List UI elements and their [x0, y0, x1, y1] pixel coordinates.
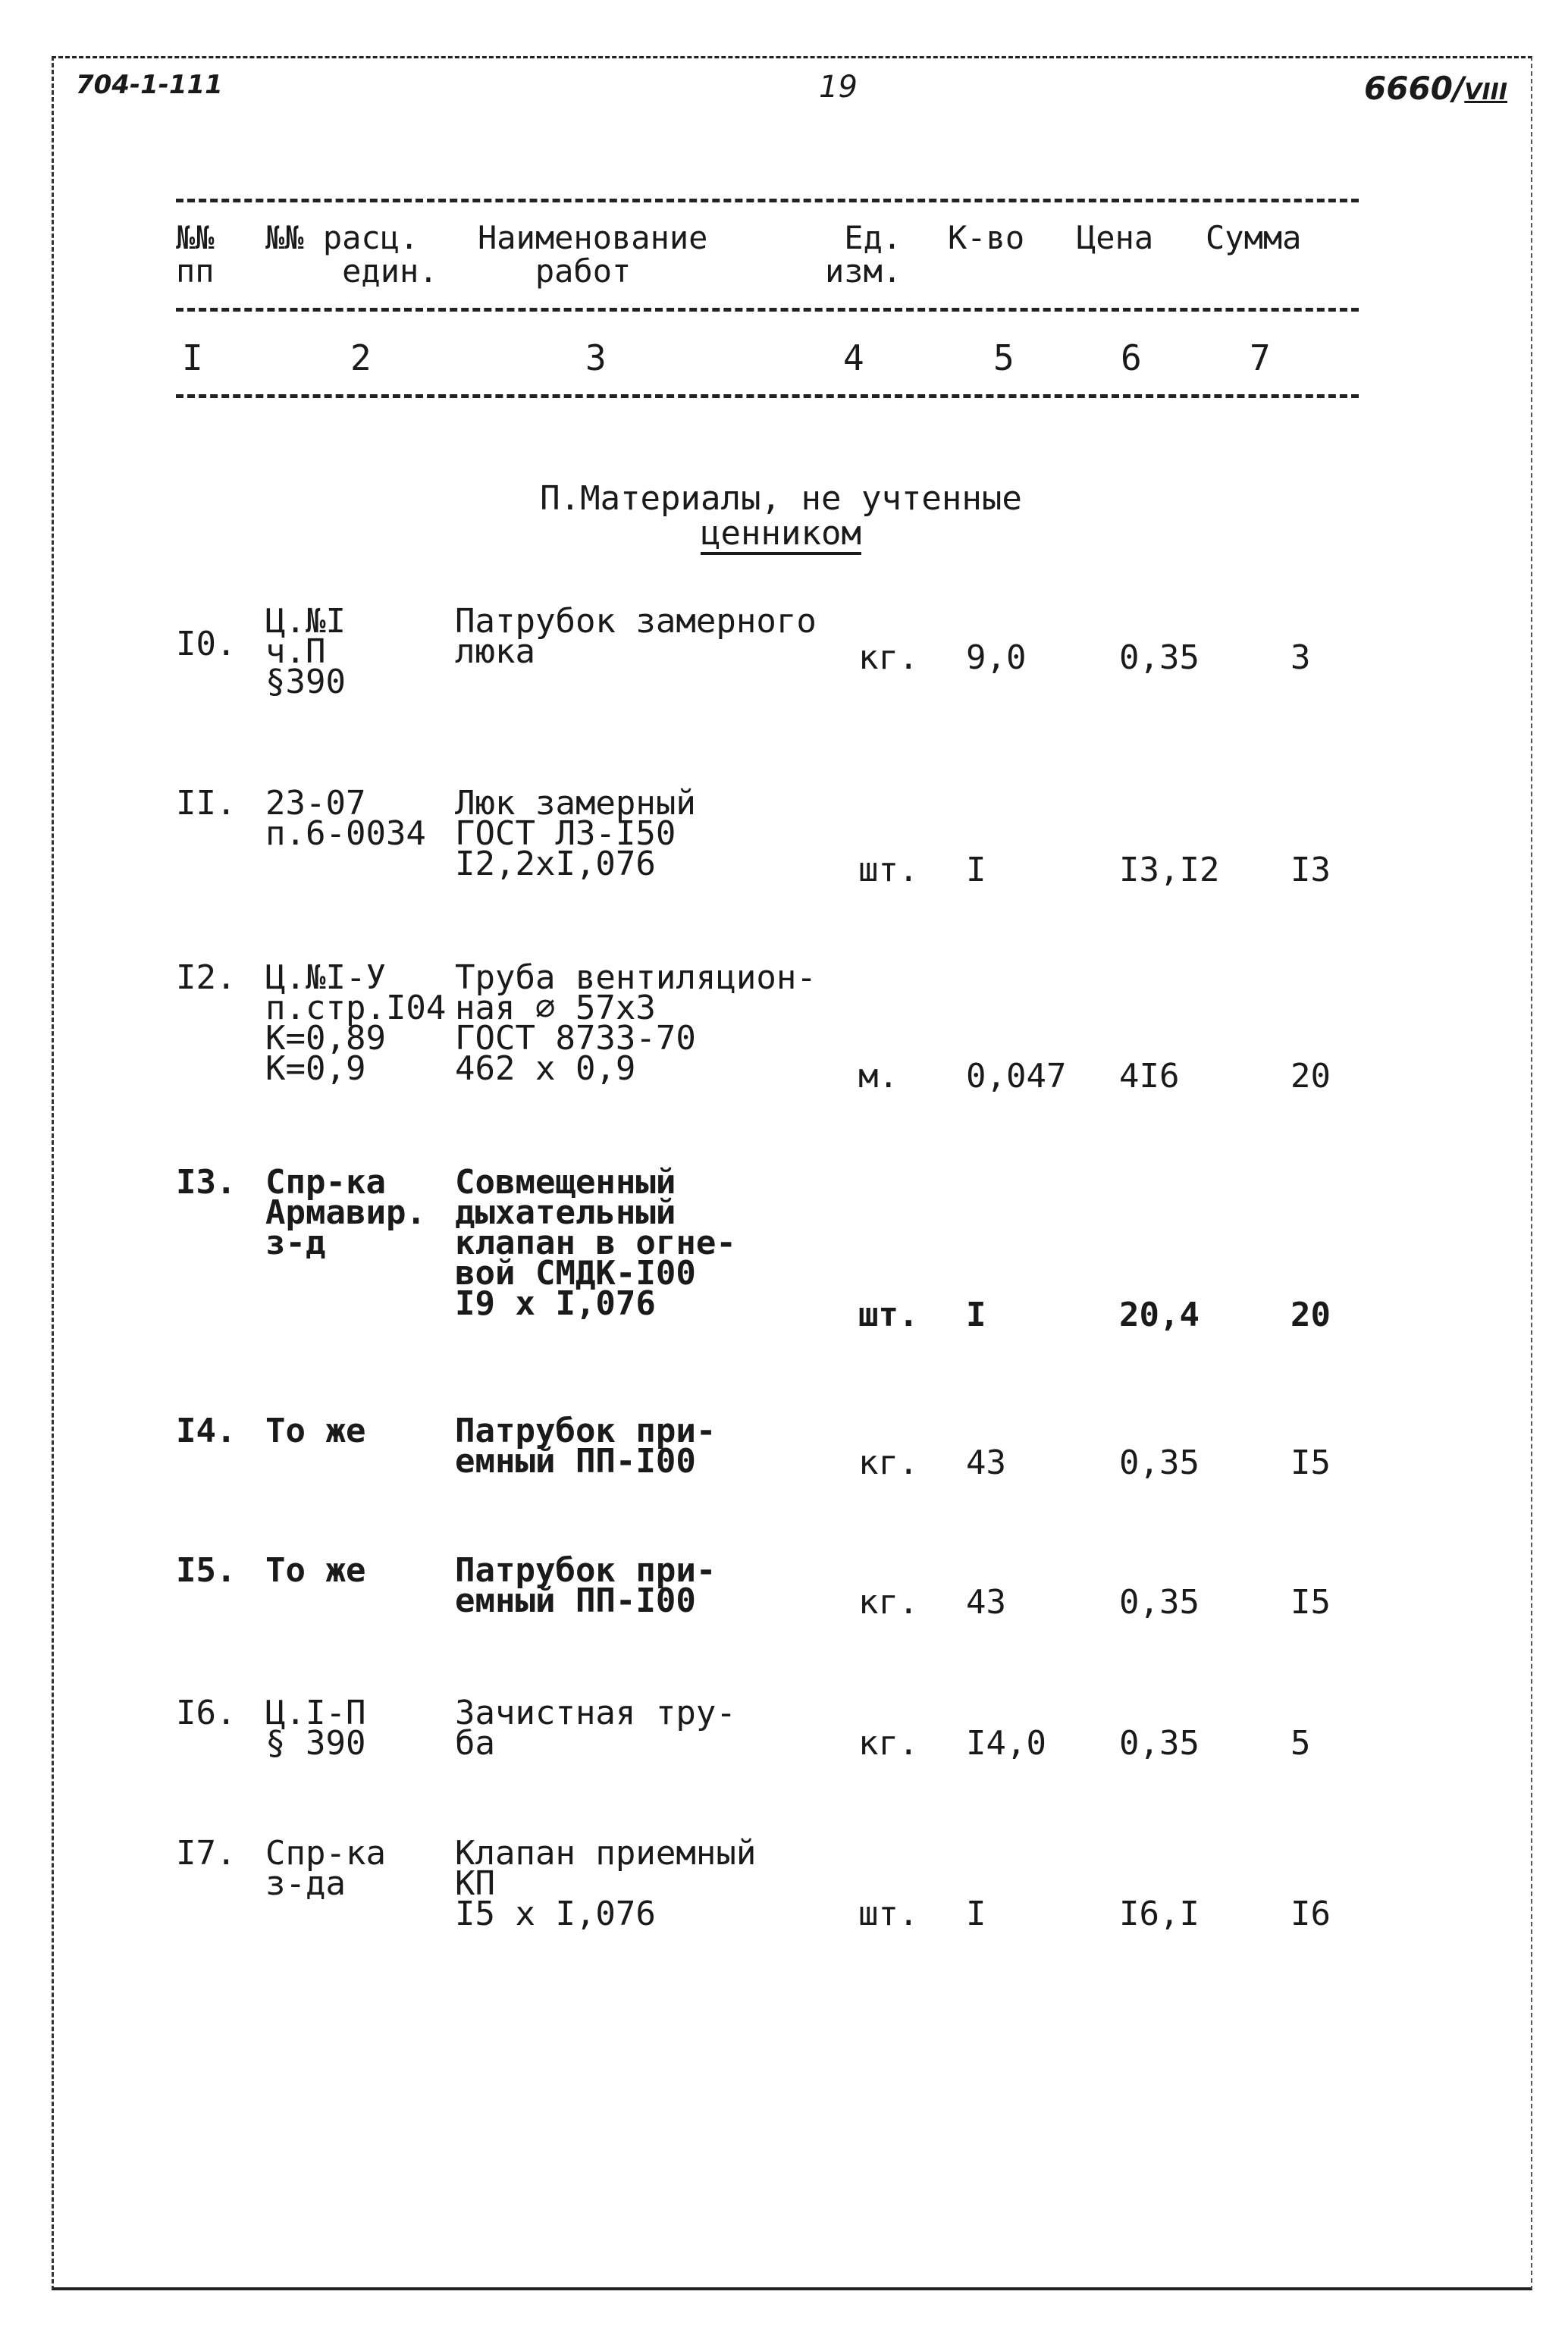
row-price-code: То же	[265, 1412, 366, 1450]
row-sum: I5	[1290, 1443, 1331, 1482]
row-number: I6.	[176, 1694, 237, 1732]
row-price-code: Спр-ка Армавир. з-д	[265, 1163, 426, 1262]
row-work-name: Люк замерный ГОСТ ЛЗ-I50 I2,2хI,076	[455, 784, 696, 883]
header-rule-mid	[176, 308, 1359, 312]
row-work-name: Клапан приемный КП I5 х I,076	[455, 1834, 757, 1933]
row-price: I3,I2	[1119, 851, 1220, 889]
col-number-3: 3	[585, 337, 607, 378]
row-price-code: 23-07 п.6-0034	[265, 784, 426, 853]
row-number: II.	[176, 784, 237, 823]
page-number: 19	[819, 70, 858, 105]
row-price-code: Спр-ка з-да	[265, 1834, 386, 1903]
row-unit: шт.	[858, 1296, 919, 1334]
col-header-4: Ед. изм.	[825, 219, 902, 290]
col-number-4: 4	[843, 337, 864, 378]
row-sum: 3	[1290, 638, 1311, 677]
row-price: 0,35	[1119, 638, 1200, 677]
row-unit: кг.	[858, 1724, 919, 1763]
row-quantity: 0,047	[966, 1057, 1067, 1096]
col-header-2: №№ расц. един.	[265, 219, 438, 290]
row-unit: шт.	[858, 1895, 919, 1933]
row-price: 0,35	[1119, 1583, 1200, 1622]
row-number: I7.	[176, 1834, 237, 1873]
row-quantity: 43	[966, 1583, 1006, 1622]
header-rule-bottom	[176, 394, 1359, 398]
row-work-name: Патрубок при- емный ПП-I00	[455, 1551, 717, 1620]
row-price: 0,35	[1119, 1724, 1200, 1763]
section-title-line2: ценником	[701, 514, 861, 553]
row-unit: кг.	[858, 638, 919, 677]
col-number-2: 2	[350, 337, 372, 378]
col-header-1: №№ пп	[176, 219, 215, 290]
row-price: 20,4	[1119, 1296, 1200, 1334]
sheet-code: 6660/VIII	[1364, 70, 1507, 107]
row-price: 4I6	[1119, 1057, 1180, 1096]
col-number-5: 5	[993, 337, 1014, 378]
row-unit: кг.	[858, 1443, 919, 1482]
row-price: 0,35	[1119, 1443, 1200, 1482]
doc-code: 704-1-111	[76, 70, 223, 100]
row-quantity: 9,0	[966, 638, 1027, 677]
row-quantity: I	[966, 1895, 986, 1933]
row-price-code: Ц.№I ч.П §390	[265, 602, 346, 701]
section-title	[516, 481, 1046, 551]
row-unit: кг.	[858, 1583, 919, 1622]
row-sum: 20	[1290, 1296, 1331, 1334]
row-sum: I6	[1290, 1895, 1331, 1933]
row-quantity: I	[966, 1296, 986, 1334]
row-price-code: Ц.I-П § 390	[265, 1694, 366, 1763]
row-price-code: То же	[265, 1551, 366, 1590]
col-header-5: К-во	[948, 219, 1025, 256]
row-quantity: I4,0	[966, 1724, 1046, 1763]
row-number: I0.	[176, 625, 237, 663]
row-work-name: Труба вентиляцион- ная ∅ 57х3 ГОСТ 8733-70 462 х 0,9	[455, 958, 817, 1088]
row-unit: м.	[858, 1057, 898, 1096]
row-sum: I5	[1290, 1583, 1331, 1622]
row-sum: I3	[1290, 851, 1331, 889]
row-sum: 5	[1290, 1724, 1311, 1763]
col-number-6: 6	[1121, 337, 1142, 378]
row-work-name: Зачистная тру- ба	[455, 1694, 736, 1763]
sheet-suffix: VIII	[1464, 79, 1507, 105]
row-quantity: I	[966, 851, 986, 889]
col-header-7: Сумма	[1206, 219, 1302, 256]
row-work-name: Патрубок замерного люка	[455, 602, 817, 671]
col-number-1: I	[182, 337, 203, 378]
section-title-line1: П.Материалы, не учтенные	[540, 479, 1022, 518]
row-quantity: 43	[966, 1443, 1006, 1482]
row-price-code: Ц.№I-У п.стр.I04 К=0,89 К=0,9	[265, 958, 447, 1088]
header-rule-top	[176, 199, 1359, 202]
row-number: I5.	[176, 1551, 237, 1590]
row-number: I3.	[176, 1163, 237, 1202]
row-price: I6,I	[1119, 1895, 1200, 1933]
row-work-name: Патрубок при- емный ПП-I00	[455, 1412, 717, 1481]
col-header-6: Цена	[1077, 219, 1154, 256]
row-number: I2.	[176, 958, 237, 997]
row-work-name: Совмещенный дыхательный клапан в огне- вой СМДК-I00 I9 х I,076	[455, 1163, 736, 1323]
row-sum: 20	[1290, 1057, 1331, 1096]
row-number: I4.	[176, 1412, 237, 1450]
col-number-7: 7	[1250, 337, 1271, 378]
col-header-3: Наименование работ	[478, 219, 708, 290]
row-unit: шт.	[858, 851, 919, 889]
